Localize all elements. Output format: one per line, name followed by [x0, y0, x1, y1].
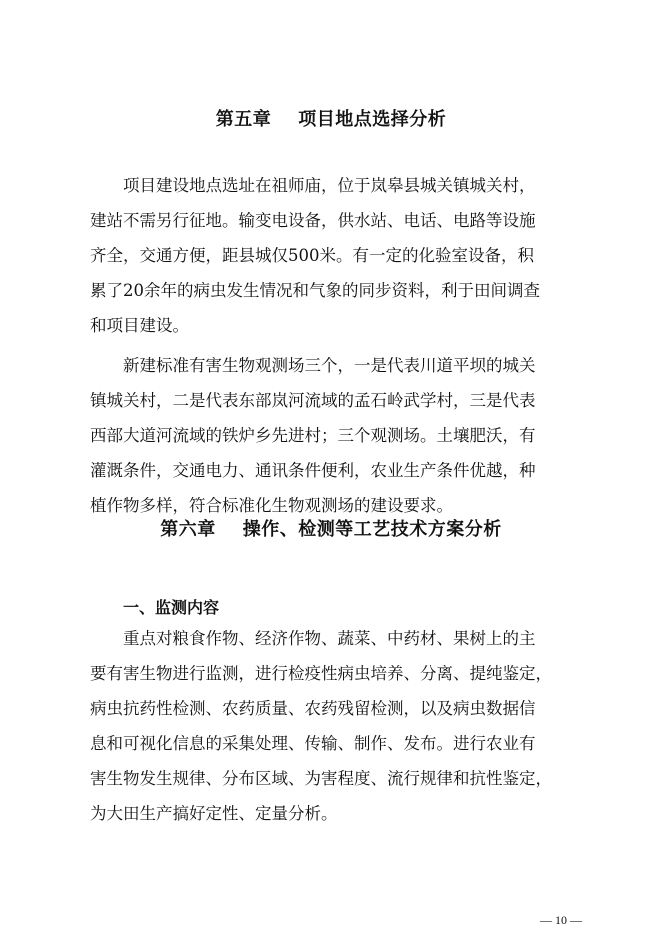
text-line: 和项目建设。	[90, 316, 189, 335]
chapter-5-heading: 第五章 项目地点选择分析	[215, 109, 447, 130]
text-line: 建站不需另行征地。输变电设备，供水站、电话、电路等设施	[90, 211, 536, 230]
text-line: 要有害生物进行监测，进行检疫性病虫培养、分离、提纯鉴定，	[90, 664, 552, 683]
text-line: 镇城关村，二是代表东部岚河流域的孟石岭武学村，三是代表	[90, 391, 536, 410]
section-1-heading: 一、监测内容	[123, 598, 220, 617]
chapter-6-heading: 第六章 操作、检测等工艺技术方案分析	[160, 519, 502, 540]
text-line: 害生物发生规律、分布区域、为害程度、流行规律和抗性鉴定，	[90, 769, 552, 788]
text-line: 齐全，交通方便，距县城仅500米。有一定的化验室设备，积	[90, 246, 534, 265]
text-line: 为大田生产搞好定性、定量分析。	[90, 804, 338, 823]
text-line: 灌溉条件，交通电力、通讯条件便利，农业生产条件优越，种	[90, 461, 536, 480]
text-line: 新建标准有害生物观测场三个，一是代表川道平坝的城关	[123, 356, 536, 375]
text-line: 累了20余年的病虫发生情况和气象的同步资料，利于田间调查	[90, 281, 540, 300]
text-line: 重点对粮食作物、经济作物、蔬菜、中药材、果树上的主	[123, 629, 536, 648]
chapter-5-paragraph-1	[90, 168, 582, 343]
text-line: 息和可视化信息的采集处理、传输、制作、发布。进行农业有	[90, 734, 536, 753]
text-line: 西部大道河流域的铁炉乡先进村；三个观测场。土壤肥沃，有	[90, 426, 536, 445]
text-line: 植作物多样，符合标准化生物观测场的建设要求。	[90, 496, 453, 515]
text-line: 项目建设地点选址在祖师庙，位于岚皋县城关镇城关村，	[123, 176, 536, 195]
page-number: — 10 —	[540, 913, 582, 927]
section-1-paragraph	[90, 621, 582, 831]
text-line: 病虫抗药性检测、农药质量、农药残留检测，以及病虫数据信	[90, 699, 536, 718]
chapter-5-paragraph-2	[90, 348, 582, 523]
